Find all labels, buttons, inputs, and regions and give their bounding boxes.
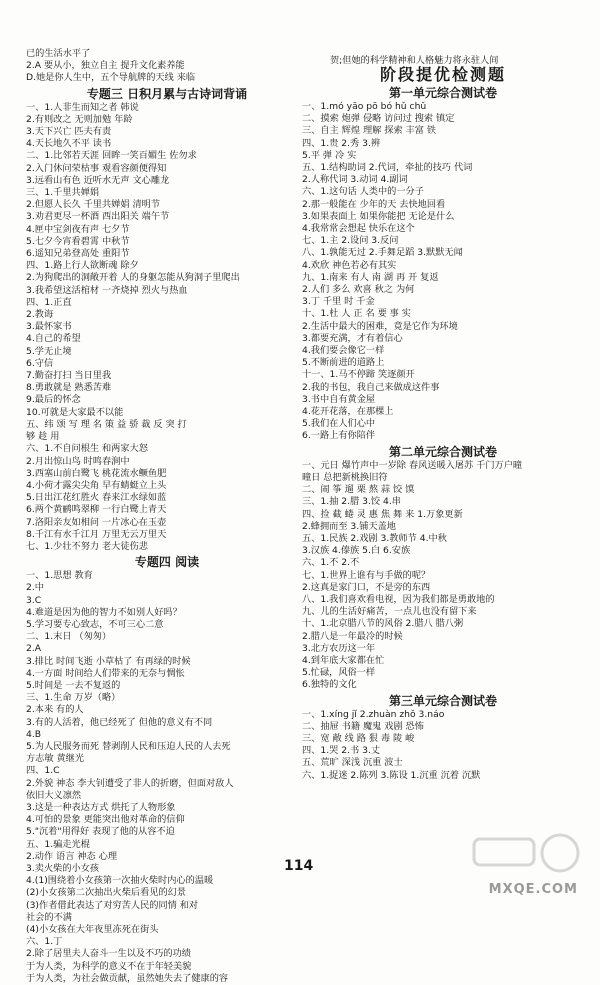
answer-line: (4)小女孩在大年夜里冻死在街头 xyxy=(26,924,159,936)
answer-line: 3.天下兴亡 匹夫有责 xyxy=(26,126,112,138)
answer-line: 9.最后的怀念 xyxy=(26,394,81,406)
answer-line: 5.为人民服务而死 替剥削人民和压迫人民的人去死 xyxy=(26,740,231,752)
answer-line: 二、摸索 炮弹 侵略 访问过 搜索 镇定 xyxy=(302,113,455,125)
answer-line: 2.我的书包，我自己来做成这件事 xyxy=(302,381,440,393)
answer-line: 二、抽屉 书籍 魔鬼 戏剧 恐怖 xyxy=(302,720,424,732)
answer-line: 4.小荷才露尖尖角 早有蜻蜓立上头 xyxy=(26,479,167,491)
answer-line: 六、1.不自问根生 和两家大怒 xyxy=(26,443,148,455)
answer-line: 七、1.世界上谁有与手做的呢？ xyxy=(302,569,431,581)
answer-line: 5.平 弹 冷 实 xyxy=(302,149,357,161)
answer-line: 五、1.结构助词 2.代词，牵扯的技巧 代词 xyxy=(302,162,473,174)
answer-line: 6.独特的文化 xyxy=(302,679,357,691)
answer-line: 2.为狗爬出的洞敞开着 人的身躯怎能从狗洞子里爬出 xyxy=(26,272,240,284)
answer-line: 十一、1.马不停蹄 笑逐颜开 xyxy=(302,369,415,381)
left-lines-c xyxy=(26,570,308,985)
answer-line: 2.A 要从小，独立自主 提升文化素养能 xyxy=(26,60,185,72)
answer-line: 九、儿的生活好痛苦，一点儿也没有留下来 xyxy=(302,606,477,618)
answer-line: 5."沉着"用得好 表现了他的从容不迫 xyxy=(26,826,175,838)
answer-line: 四、1.C xyxy=(26,765,60,777)
answer-line: 2.动作 语言 神态 心理 xyxy=(26,850,118,862)
answer-line: 3.书中自有黄金屋 xyxy=(302,393,376,405)
answer-line: (3)作者借此表达了对穷苦人民的同情 和对 xyxy=(26,899,199,911)
unit3-lines xyxy=(302,709,584,782)
answer-line: 3.我希望这活棺材 一齐烧掉 烈火与热血 xyxy=(26,284,188,296)
answer-line: 5.忙碌，风俗一样 xyxy=(302,667,376,679)
answer-line: 5.不断前进的道路上 xyxy=(302,357,385,369)
answer-line: 七、1.主 2.设问 3.反问 xyxy=(302,235,399,247)
answer-line: 5.学习要专心致志，不可三心二意 xyxy=(26,618,164,630)
answer-line: 3.排比 时间飞逝 小草枯了 有再绿的时候 xyxy=(26,655,191,667)
answer-line: 三、1.生命 万岁（略） xyxy=(26,692,121,704)
answer-line: 5.学无止境 xyxy=(26,345,72,357)
answer-line: 九、1.南来 有人 南 湖 再 开 复返 xyxy=(302,271,439,283)
answer-line: 3.这是一种表达方式 烘托了人物形象 xyxy=(26,801,176,813)
answer-line: 方志敏 黄继光 xyxy=(26,753,85,765)
answer-line: 4.花开花落，在那棵上 xyxy=(302,406,394,418)
right-main-title: 阶段提优检测题 xyxy=(379,65,506,84)
answer-line: 4.天长地久不平 读书 xyxy=(26,138,112,150)
answer-line: 四、1.路上行人欲断魂 除夕 xyxy=(26,260,139,272)
answer-line: 6.守信 xyxy=(26,357,54,369)
answer-line: 三、1.抽 2.腊 3.饺 4.串 xyxy=(302,496,401,508)
answer-line: 2.人称代词 3.动词 4.副词 xyxy=(302,174,408,186)
answer-line: 二、1.比邻若天涯 回眸一笑百媚生 佐勿求 xyxy=(26,150,197,162)
answer-line: 五、纬 颂 写 理 名 策 益 骄 裁 反 突 打 xyxy=(26,418,187,430)
unit2-title: 第二单元综合测试卷 xyxy=(388,444,497,459)
answer-line: 十、1.北京腊八节的风俗 2.腊八 腊八粥 xyxy=(302,618,464,630)
answer-line: 4.可怕的景象 更能突出他对革命的信仰 xyxy=(26,814,185,826)
answer-line: 5.时间是 一去不复返的 xyxy=(26,679,121,691)
answer-line: 2.生活中最大的困难，竟是它作为环境 xyxy=(302,320,458,332)
answer-line: 四、1.贵 2.秀 3.辨 xyxy=(302,137,381,149)
answer-line: 社会的不满 xyxy=(26,911,72,923)
answer-line: 4.一方面 时间给人们带来的无奈与惆怅 xyxy=(26,667,185,679)
answer-line: 四、1.正直 xyxy=(26,296,72,308)
answer-line: 5.我们在人们心中 xyxy=(302,418,376,430)
answer-line: 3.远看山有色 近听水无声 文心雕龙 xyxy=(26,174,170,186)
answer-line: 已的生活水平了 xyxy=(26,48,91,59)
answer-line: 五、1.民族 2.戏剧 3.教师节 4.中秋 xyxy=(302,532,447,544)
answer-line: 3.有的人活着，他已经死了 但他的意义有不同 xyxy=(26,716,213,728)
answer-line: 3.都要充满，才有着信心 xyxy=(302,332,403,344)
answer-line: 五、荒旷 深浅 沉重 波士 xyxy=(302,757,403,769)
answer-line: 一、元日 爆竹声中一岁除 春风送暖入屠苏 千门万户曈 xyxy=(302,459,523,471)
answer-line: 4.(1)围绕着小女孩第一次抽火柴时内心的温暖 xyxy=(26,875,214,887)
answer-line: 一、1.思想 教育 xyxy=(26,570,93,582)
answer-line: 4.我们要会像它一样 xyxy=(302,345,385,357)
section3-title: 专题三 日积月累与古诗词背诵 xyxy=(86,86,248,101)
answer-line: 5.日出江花红胜火 春来江水绿如蓝 xyxy=(26,492,167,504)
answer-line: 2.腊八是一年最冷的时候 xyxy=(302,630,403,642)
answer-line: 一、1.mó yāo pō bó hǔ chǔ xyxy=(302,101,427,112)
answer-line: 2.A xyxy=(26,643,42,655)
answer-line: 八、1.孰能无过 2.手舞足蹈 3.默默无闻 xyxy=(302,247,463,259)
answer-line: 四、1.哭 2.书 3.丈 xyxy=(302,745,381,757)
unit1-lines xyxy=(302,101,584,443)
answer-line: 够 趁 用 xyxy=(26,431,60,443)
answer-line: D.她是你人生中，五个导航牌的天线 来临 xyxy=(26,72,196,84)
answer-line: 2.那一般能在 少年的天 去快地回看 xyxy=(302,198,446,210)
left-lines-b xyxy=(26,102,308,554)
answer-line: 六、1.这句话 人类中的一分子 xyxy=(302,186,424,198)
answer-line: 4.B xyxy=(26,728,42,740)
answer-line: 8.千江有水千江月 万里无云万里天 xyxy=(26,528,167,540)
answer-line: 2.入门休问荣枯事 观看容颜便得知 xyxy=(26,162,167,174)
answer-line: 3.如果表面上 如果你能把 无论是什么 xyxy=(302,210,455,222)
answer-line: 5.七夕今宵看碧霄 中秋节 xyxy=(26,235,130,247)
answer-line: 曈日 总把新桃换旧符 xyxy=(302,471,388,483)
answer-line: 4.欢欣 神色若必有其实 xyxy=(302,259,397,271)
answer-line: 10.可就是大家最不以能 xyxy=(26,406,124,418)
right-column xyxy=(302,62,584,782)
answer-line: 2.有则改之 无则加勉 年龄 xyxy=(26,113,133,125)
answer-line: 7.勤奋打扫 当日里我 xyxy=(26,370,112,382)
answer-line: 4.难道是因为他的智力不如别人好吗？ xyxy=(26,606,182,618)
answer-line: 2.中 xyxy=(26,582,44,594)
answer-line: 二、1.末日 （匆匆） xyxy=(26,631,112,643)
answer-line: 3.汉族 4.傣族 5.白 6.安族 xyxy=(302,545,411,557)
answer-line: 三、宽 敞 线 路 狠 毒 陵 峻 xyxy=(302,732,415,744)
answer-line: 6.遥知兄弟登高处 重阳节 xyxy=(26,248,130,260)
left-column xyxy=(26,48,308,985)
answer-line: 2.除了居里夫人奋斗一生以及不巧的功绩 xyxy=(26,948,191,960)
watermark-site: MXQE.COM xyxy=(488,882,578,897)
answer-line: 3.西塞山前白鹭飞 桃花流水鳜鱼肥 xyxy=(26,467,167,479)
answer-line: 4.自己的希望 xyxy=(26,333,81,345)
answer-line: 依旧大义凛然 xyxy=(26,789,82,801)
answer-line: 一、1.人非生而知之者 韩说 xyxy=(26,101,139,113)
answer-line: 3.卖火柴的小女孩 xyxy=(26,863,100,874)
page-number: 114 xyxy=(284,858,314,874)
answer-line: 6.一路上有你陪伴 xyxy=(302,430,376,442)
answer-line: 2.这真是家门口，不是旁的东西 xyxy=(302,581,431,593)
answer-line: 3.丁 千里 时 千金 xyxy=(302,296,375,308)
answer-line: 一、1.xíng jǐ 2.zhuàn zhǒ 3.náo xyxy=(302,708,445,720)
answer-line: 2.但愿人长久 千里共婵娟 清明节 xyxy=(26,199,161,211)
answer-line: 7.洛阳亲友如相问 一片冰心在玉壶 xyxy=(26,516,167,528)
answer-line: 3.C xyxy=(26,594,42,606)
answer-line: 六、1.丁 xyxy=(26,936,63,948)
answer-line: 4.我常常会想起 快乐在这个 xyxy=(302,223,415,235)
answer-line: 八、1.我们喜欢看电视，因为我们都是勇敢地的 xyxy=(302,593,495,605)
unit2-lines xyxy=(302,460,584,692)
right-top-line: 贺;但她的科学精神和人格魅力将永驻人间 xyxy=(330,55,499,66)
answer-line: 于为人类，为科学的意义不在于年轻美貌 xyxy=(26,960,192,972)
left-lines-a xyxy=(26,48,308,85)
answer-line: 六、1.捉迷 2.陈列 3.陈设 1.沉重 沉着 沉默 xyxy=(302,769,481,781)
answer-line: 十、1.杜 人 正 名 要 事 实 xyxy=(302,308,411,320)
answer-line: 3.最怀家书 xyxy=(26,321,72,333)
answer-line: 2.月出惊山鸟 时鸣春涧中 xyxy=(26,455,130,467)
answer-line: 2.本来 有的人 xyxy=(26,704,84,716)
answer-line: 2.蜂拥而至 3.铺天盖地 xyxy=(302,520,396,532)
answer-line: 二、闹 筝 遛 栗 熬 蒜 饺 馍 xyxy=(302,484,415,496)
answer-line: 6.两个黄鹂鸣翠柳 一行白鹭上青天 xyxy=(26,504,167,516)
answer-line: 三、1.千里共婵娟 xyxy=(26,187,100,199)
answer-line: 七、1.少壮不努力 老大徒伤悲 xyxy=(26,540,148,552)
answer-line: 2.外貌 神态 李大钊遭受了非人的折磨，但面对敌人 xyxy=(26,777,234,789)
answer-line: 三、自主 辉煌 理解 探索 丰富 铁 xyxy=(302,125,437,137)
answer-line: (2)小女孩第二次抽出火柴后看见的幻景 xyxy=(26,887,187,899)
answer-line: 六、1.不 2.不 xyxy=(302,557,360,569)
answer-line: 2.教诲 xyxy=(26,309,54,321)
answer-line: 3.劝君更尽一杯酒 西出阳关 端午节 xyxy=(26,211,170,223)
unit1-title: 第一单元综合测试卷 xyxy=(388,86,497,100)
answer-line: 四、捡 截 蜷 灵 惠 焦 舞 来 1.万象更新 xyxy=(302,508,463,520)
answer-line: 五、1.骗走光棍 xyxy=(26,838,90,850)
answer-line: 3.北方农历这一年 xyxy=(302,642,376,654)
answer-line: 于为人类，为社会做贡献，虽然她失去了健康的容 xyxy=(26,972,229,984)
answer-line: 8.勇敢就是 熟悉苦难 xyxy=(26,382,112,394)
answer-line: 4.到年底大家都在忙 xyxy=(302,654,385,666)
answer-line: 2.人们 多么 欢喜 秋之 为何 xyxy=(302,284,415,296)
unit3-title: 第三单元综合测试卷 xyxy=(388,693,497,708)
answer-line: 4.匣中宝剑夜有声 七夕节 xyxy=(26,223,130,235)
section4-title: 专题四 阅读 xyxy=(134,555,200,570)
